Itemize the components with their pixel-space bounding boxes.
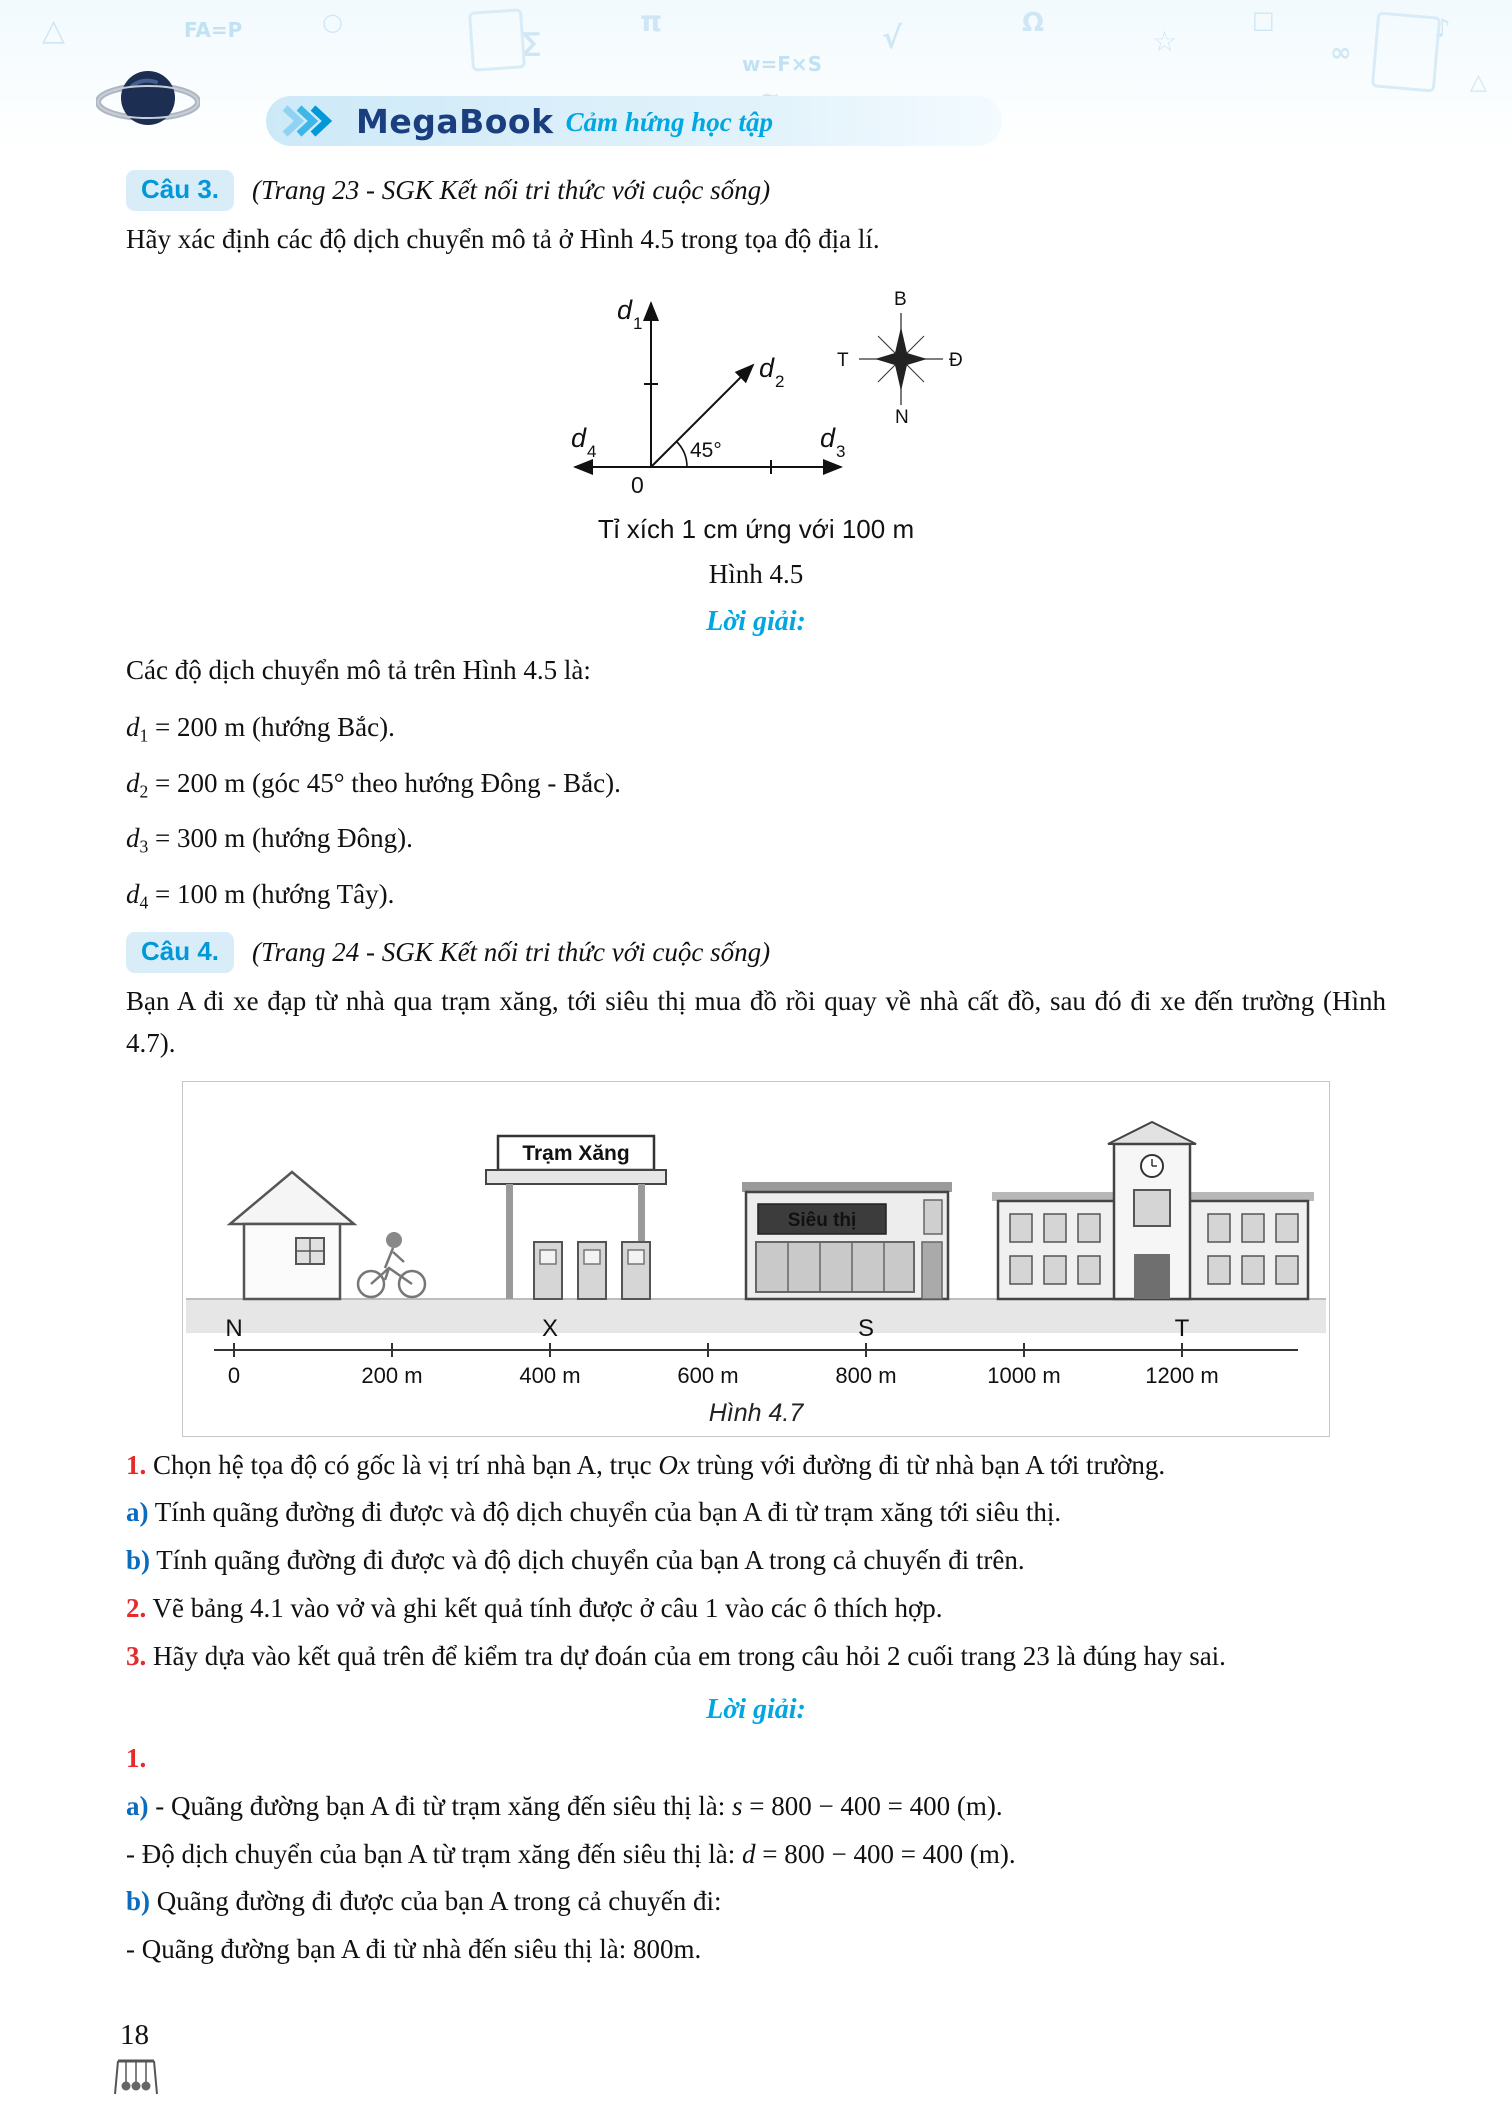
q3-solution-d4: d4 = 100 m (hướng Tây). [126,879,395,913]
q4-solution-1a: a) - Quãng đường bạn A đi từ trạm xăng đến siêu thị là: s = 800 − 400 = 400 (m). [126,1790,1003,1821]
label-d4-sub: 4 [587,441,597,461]
megabook-logo [266,96,1002,146]
doodle-star-icon: ☆ [1152,25,1178,58]
pos-label-N: N [225,1314,243,1342]
label-d2: d [759,352,775,383]
dist-600: 600 m [677,1362,739,1388]
doodle-circle-icon: ○ [322,8,343,36]
doodle-square-icon: □ [1252,6,1275,34]
label-origin: 0 [631,471,644,498]
figure-4-5-caption: Hình 4.5 [708,558,804,589]
page-number: 18 [120,2019,149,2051]
doodle-triangle2-icon: △ [1470,70,1487,95]
doodle-sqrt-icon: √ [882,21,903,56]
q4-task-2: 2. Vẽ bảng 4.1 vào vở và ghi kết quả tính được ở câu 1 vào các ô thích hợp. [126,1593,943,1624]
house [230,1172,354,1299]
question-4-header [126,932,1386,973]
gas-station-sign: Trạm Xăng [522,1141,630,1165]
solution-heading-q3: Lời giải: [706,605,806,637]
q3-solution-d2: d2 = 200 m (góc 45° theo hướng Đông - Bắc). [126,767,621,801]
pos-label-S: S [857,1314,875,1342]
label-d4: d [571,422,587,453]
figure-4-5-diagram [541,271,971,509]
q3-solution-d3: d3 = 300 m (hướng Đông). [126,823,413,857]
megabook-arrows-icon [282,105,344,137]
figure-4-7-illustration [186,1092,1326,1392]
supermarket-sign: Siêu thị [787,1209,857,1231]
doodle-triangle-icon: △ [42,13,66,48]
label-d3-sub: 3 [836,441,846,461]
planet-saturn-icon [96,56,200,142]
label-d1-sub: 1 [633,313,643,333]
q3-solution-d1: d1 = 200 m (hướng Bắc). [126,711,395,745]
dist-200: 200 m [361,1362,423,1388]
brand-tagline: Cảm hứng học tập [565,106,774,137]
dist-800: 800 m [835,1362,897,1388]
label-d2-sub: 2 [775,371,785,391]
compass-east-label: Đ [949,349,963,371]
dist-1200: 1200 m [1145,1362,1219,1388]
supermarket [742,1182,952,1299]
compass-south-label: N [895,406,909,428]
q4-task-1a: a) Tính quãng đường đi được và độ dịch chuyển của bạn A đi từ trạm xăng tới siêu thị. [126,1497,1062,1528]
q4-solution-1: 1. [126,1742,147,1773]
doodle-formula-2: w=F×S [742,52,823,76]
newton-cradle-icon [112,2054,160,2098]
pos-label-X: X [541,1314,559,1342]
figure-4-5 [126,271,1386,545]
doodle-formula-1: FA=P [184,18,243,42]
compass-rose-icon [837,289,963,428]
question-4-badge: Câu 4. [126,932,234,973]
compass-west-label: T [837,349,849,371]
q4-solution-1b: b) Quãng đường đi được của bạn A trong cả chuyến đi: [126,1886,722,1917]
q4-task-1b: b) Tính quãng đường đi được và độ dịch chuyển của bạn A trong cả chuyến đi trên. [126,1545,1025,1576]
ground [186,1299,1326,1333]
school [992,1122,1314,1299]
brand-name: MegaBook [356,101,554,141]
question-3-source: (Trang 23 - SGK Kết nối tri thức với cuộc sống) [252,175,771,205]
figure-4-5-scale-note: Tỉ xích 1 cm ứng với 100 m [597,513,915,544]
question-3-header [126,170,1386,211]
doodle-pi-icon: π [640,5,663,38]
doodle-sigma-icon: ∑ [522,28,541,58]
solution-heading-q4: Lời giải: [706,1693,806,1725]
page-header [0,0,1512,152]
figure-4-7-caption: Hình 4.7 [708,1398,804,1427]
dist-1000: 1000 m [987,1362,1061,1388]
question-4-prompt: Bạn A đi xe đạp từ nhà qua trạm xăng, tới siêu thị mua đồ rồi quay về nhà cất đồ, sau đó đi xe đến trường (Hình 4.7). [126,985,1386,1058]
q4-solution-1b-s1: - Quãng đường bạn A đi từ nhà đến siêu thị là: 800m. [126,1934,702,1965]
q4-task-1: 1. Chọn hệ tọa độ có gốc là vị trí nhà bạn A, trục Ox trùng với đường đi từ nhà bạn A tới trường. [126,1449,1166,1480]
doodle-omega-icon: Ω [1022,8,1045,38]
question-3-badge: Câu 3. [126,170,234,211]
page-footer [112,2019,160,2103]
question-4-source: (Trang 24 - SGK Kết nối tri thức với cuộc sống) [252,936,771,967]
figure-4-7 [182,1081,1330,1437]
doodle-infinity-icon: ∞ [1330,38,1352,68]
pos-label-T: T [1174,1314,1190,1342]
dist-400: 400 m [519,1362,581,1388]
angle-arc [677,441,688,467]
doodle-picture-frame [1371,11,1441,92]
label-angle-45: 45° [690,438,722,462]
q4-solution-1a-d: - Độ dịch chuyển của bạn A từ trạm xăng đến siêu thị là: d = 800 − 400 = 400 (m). [126,1838,1016,1869]
gas-station [486,1136,666,1299]
label-d1: d [617,294,633,325]
q3-solution-intro: Các độ dịch chuyển mô tả trên Hình 4.5 là: [126,654,591,685]
question-3-prompt: Hãy xác định các độ dịch chuyển mô tả ở Hình 4.5 trong tọa độ địa lí. [126,224,880,254]
doodle-picture-frame-2 [468,8,526,72]
dist-0: 0 [227,1362,241,1388]
label-d3: d [820,422,836,453]
compass-north-label: B [894,288,907,310]
cyclist [358,1232,425,1297]
page-content [0,152,1512,1971]
doodle-note-icon: ♪ [1434,14,1451,44]
q4-task-3: 3. Hãy dựa vào kết quả trên để kiểm tra dự đoán của em trong câu hỏi 2 cuối trang 23 là đúng hay sai. [126,1641,1226,1671]
